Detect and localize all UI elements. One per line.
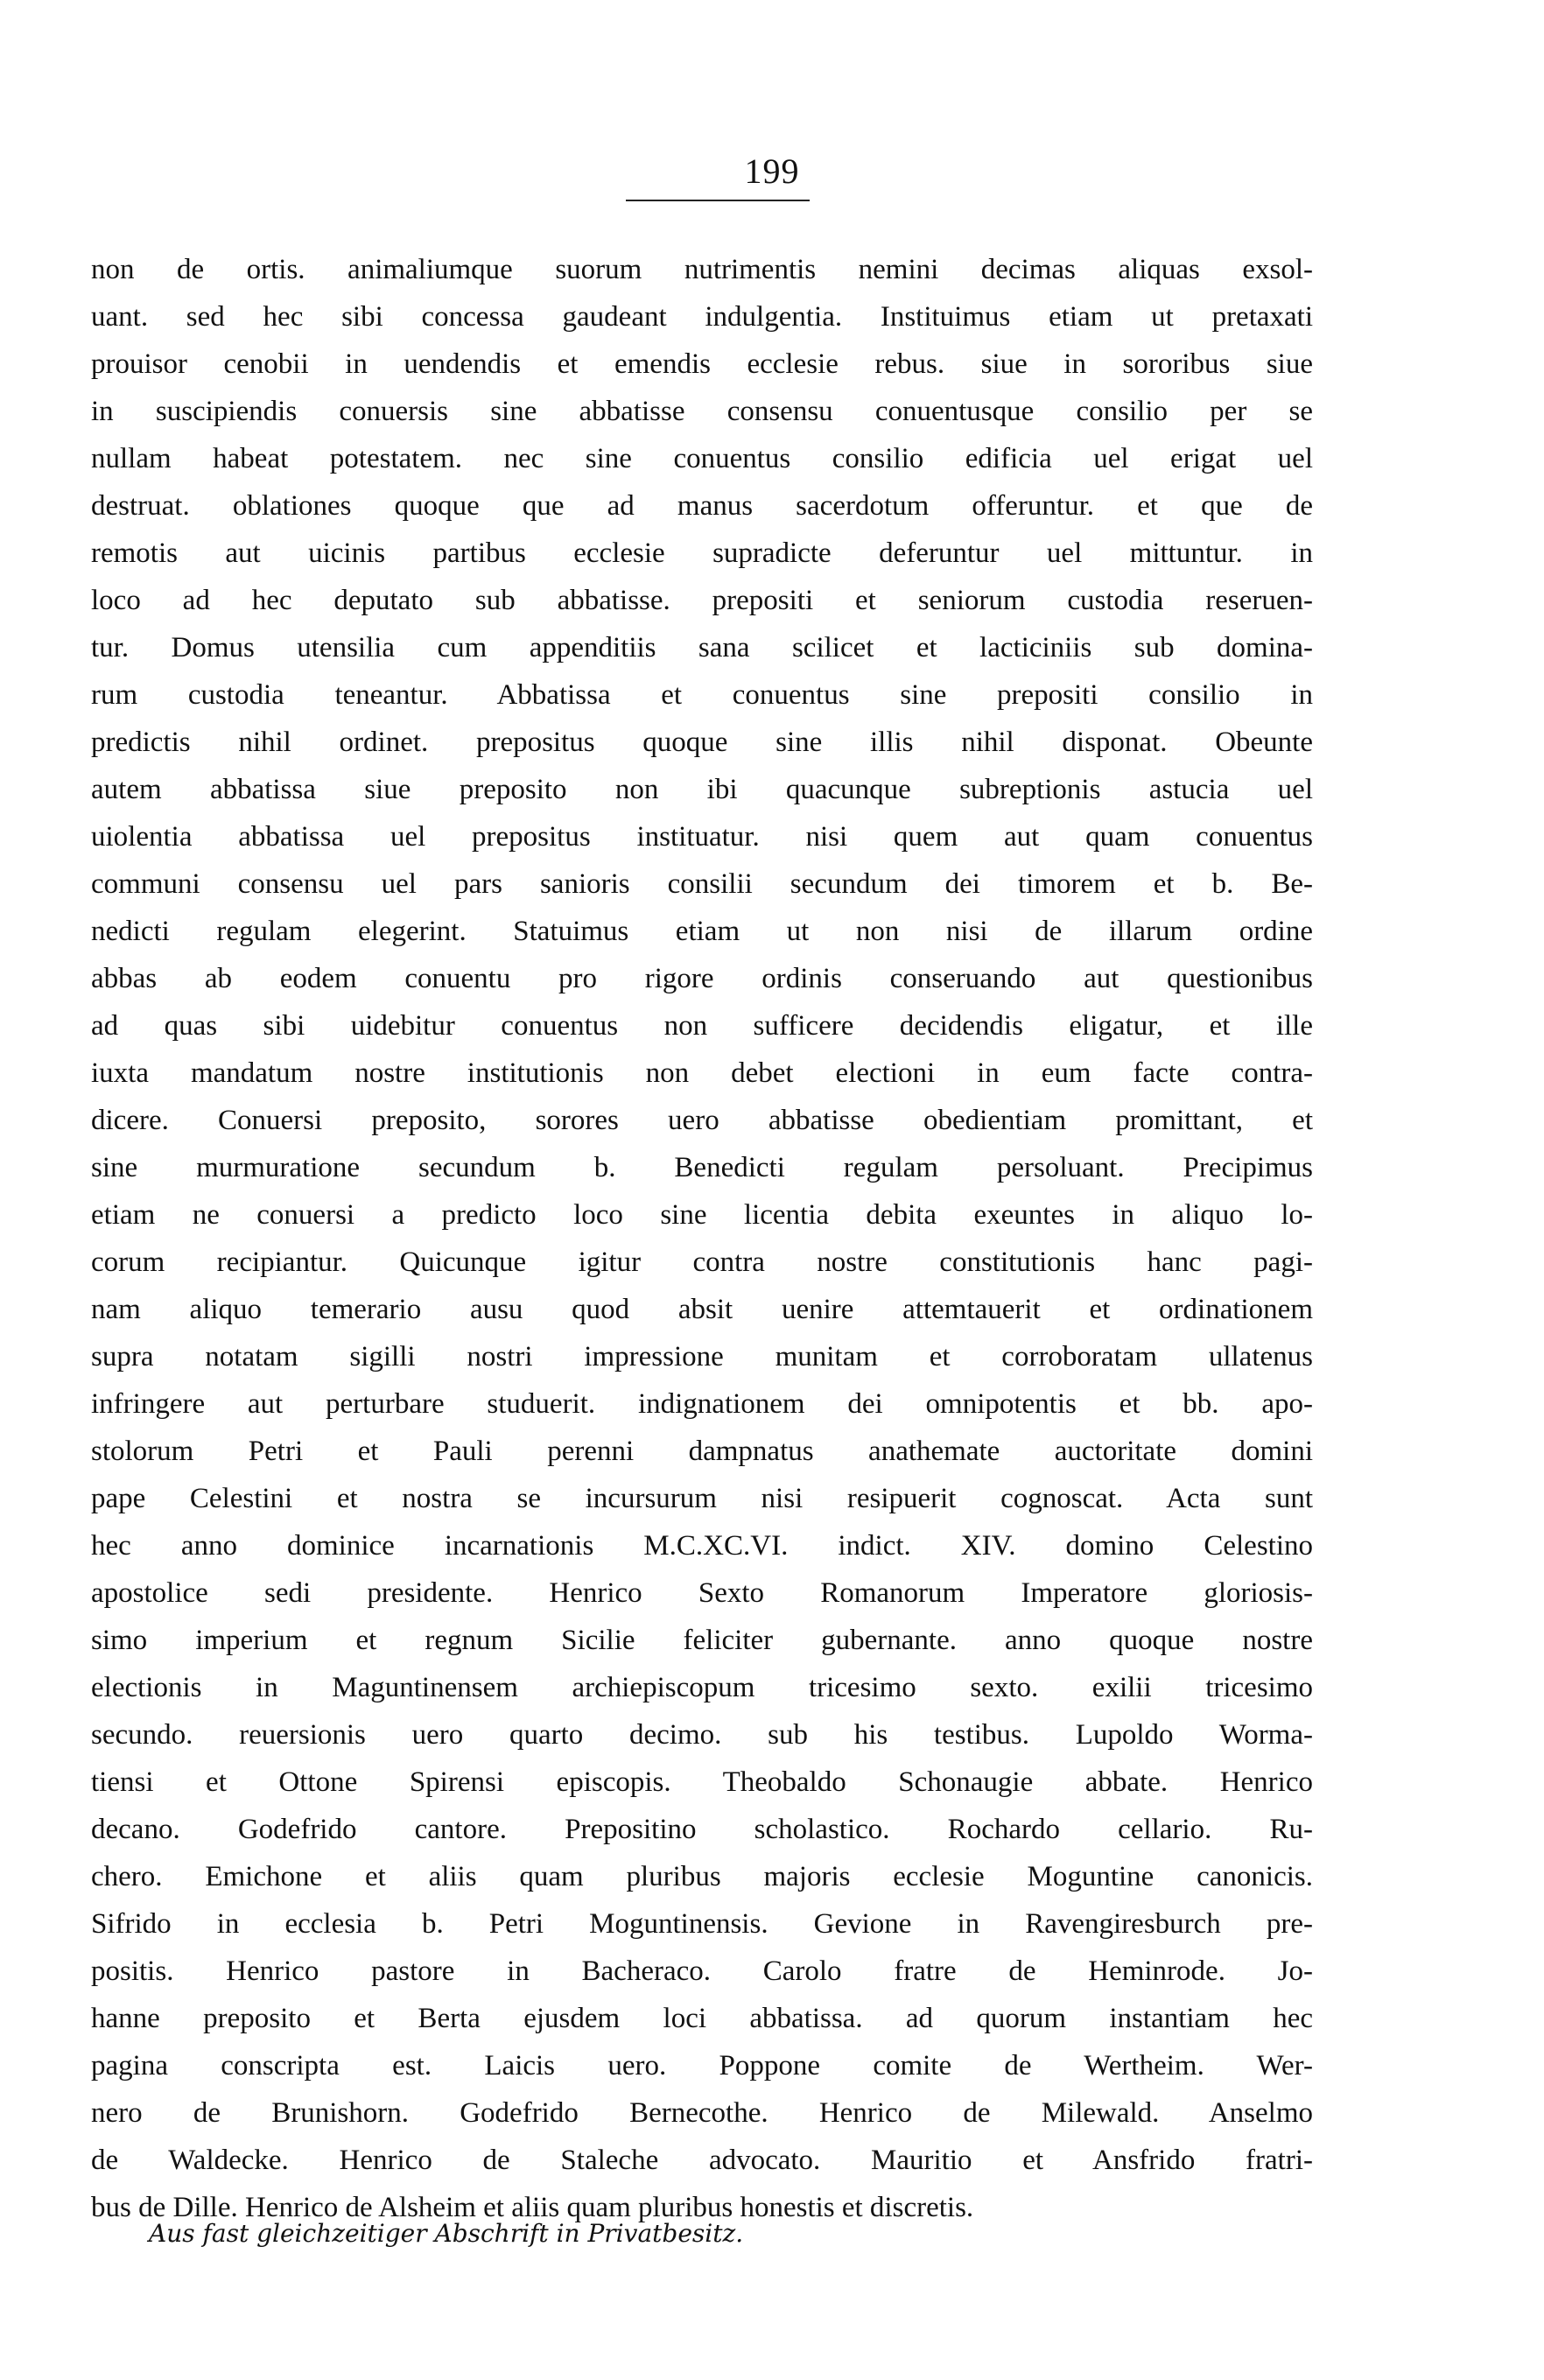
text-line: tur. Domus utensilia cum appenditiis sana scilicet et lacticiniis sub domina- — [91, 632, 1313, 663]
text-line: Sifrido in ecclesia b. Petri Moguntinensis. Gevione in Ravengiresburch pre- — [91, 1908, 1313, 1940]
page-number-rule — [626, 200, 810, 201]
text-line: pagina conscripta est. Laicis uero. Poppone comite de Wertheim. Wer- — [91, 2050, 1313, 2082]
text-line: communi consensu uel pars sanioris consilii secundum dei timorem et b. Be- — [91, 868, 1313, 900]
footnote: Aus fast gleichzeitiger Abschrift in Privatbesitz. — [149, 2219, 744, 2248]
text-line: secundo. reuersionis uero quarto decimo. sub his testibus. Lupoldo Worma- — [91, 1719, 1313, 1751]
text-line: infringere aut perturbare studuerit. indignationem dei omnipotentis et bb. apo- — [91, 1388, 1313, 1420]
text-line: tiensi et Ottone Spirensi episcopis. Theobaldo Schonaugie abbate. Henrico — [91, 1766, 1313, 1798]
text-line: etiam ne conuersi a predicto loco sine licentia debita exeuntes in aliquo lo- — [91, 1199, 1313, 1231]
text-line: sine murmuratione secundum b. Benedicti regulam persoluant. Precipimus — [91, 1152, 1313, 1183]
text-line: loco ad hec deputato sub abbatisse. prepositi et seniorum custodia reseruen- — [91, 585, 1313, 616]
text-line: stolorum Petri et Pauli perenni dampnatus anathemate auctoritate domini — [91, 1436, 1313, 1467]
text-line: destruat. oblationes quoque que ad manus sacerdotum offeruntur. et que de — [91, 490, 1313, 522]
text-line: rum custodia teneantur. Abbatissa et conuentus sine prepositi consilio in — [91, 679, 1313, 711]
text-line: iuxta mandatum nostre institutionis non debet electioni in eum facte contra- — [91, 1057, 1313, 1089]
text-line: positis. Henrico pastore in Bacheraco. Carolo fratre de Heminrode. Jo- — [91, 1955, 1313, 1987]
text-line: nero de Brunishorn. Godefrido Bernecothe. Henrico de Milewald. Anselmo — [91, 2097, 1313, 2129]
text-line: apostolice sedi presidente. Henrico Sexto Romanorum Imperatore gloriosis- — [91, 1577, 1313, 1609]
text-line: nullam habeat potestatem. nec sine conuentus consilio edificia uel erigat uel — [91, 443, 1313, 474]
text-line: uiolentia abbatissa uel prepositus instituatur. nisi quem aut quam conuentus — [91, 821, 1313, 853]
text-line: supra notatam sigilli nostri impressione munitam et corroboratam ullatenus — [91, 1341, 1313, 1373]
text-line: de Waldecke. Henrico de Staleche advocato. Mauritio et Ansfrido fratri- — [91, 2145, 1313, 2176]
text-line: pape Celestini et nostra se incursurum nisi resipuerit cognoscat. Acta sunt — [91, 1483, 1313, 1514]
text-line: chero. Emichone et aliis quam pluribus majoris ecclesie Moguntine canonicis. — [91, 1861, 1313, 1892]
text-line: prouisor cenobii in uendendis et emendis ecclesie rebus. siue in sororibus siue — [91, 348, 1313, 380]
text-line: ad quas sibi uidebitur conuentus non sufficere decidendis eligatur, et ille — [91, 1010, 1313, 1042]
text-line: abbas ab eodem conuentu pro rigore ordinis conseruando aut questionibus — [91, 963, 1313, 994]
page-number: 199 — [744, 151, 800, 191]
text-line: hec anno dominice incarnationis M.C.XC.VI. indict. XIV. domino Celestino — [91, 1530, 1313, 1562]
text-line: uant. sed hec sibi concessa gaudeant indulgentia. Instituimus etiam ut pretaxati — [91, 301, 1313, 333]
text-line: nedicti regulam elegerint. Statuimus etiam ut non nisi de illarum ordine — [91, 916, 1313, 947]
text-line: in suscipiendis conuersis sine abbatisse consensu conuentusque consilio per se — [91, 396, 1313, 427]
text-line: bus de Dille. Henrico de Alsheim et aliis quam pluribus honestis et discretis. — [91, 2192, 974, 2223]
text-line: remotis aut uicinis partibus ecclesie supradicte deferuntur uel mittuntur. in — [91, 537, 1313, 569]
text-line: predictis nihil ordinet. prepositus quoque sine illis nihil disponat. Obeunte — [91, 727, 1313, 758]
text-line: corum recipiantur. Quicunque igitur contra nostre constitutionis hanc pagi- — [91, 1246, 1313, 1278]
body-text — [91, 246, 1313, 2231]
text-line: non de ortis. animaliumque suorum nutrimentis nemini decimas aliquas exsol- — [91, 254, 1313, 285]
text-line: decano. Godefrido cantore. Prepositino scholastico. Rochardo cellario. Ru- — [91, 1814, 1313, 1845]
text-line: nam aliquo temerario ausu quod absit uenire attemtauerit et ordinationem — [91, 1294, 1313, 1325]
text-line: dicere. Conuersi preposito, sorores uero abbatisse obedientiam promittant, et — [91, 1105, 1313, 1136]
text-line: autem abbatissa siue preposito non ibi quacunque subreptionis astucia uel — [91, 774, 1313, 805]
text-line: simo imperium et regnum Sicilie feliciter gubernante. anno quoque nostre — [91, 1625, 1313, 1656]
text-line: electionis in Maguntinensem archiepiscopum tricesimo sexto. exilii tricesimo — [91, 1672, 1313, 1703]
text-line: hanne preposito et Berta ejusdem loci abbatissa. ad quorum instantiam hec — [91, 2003, 1313, 2034]
